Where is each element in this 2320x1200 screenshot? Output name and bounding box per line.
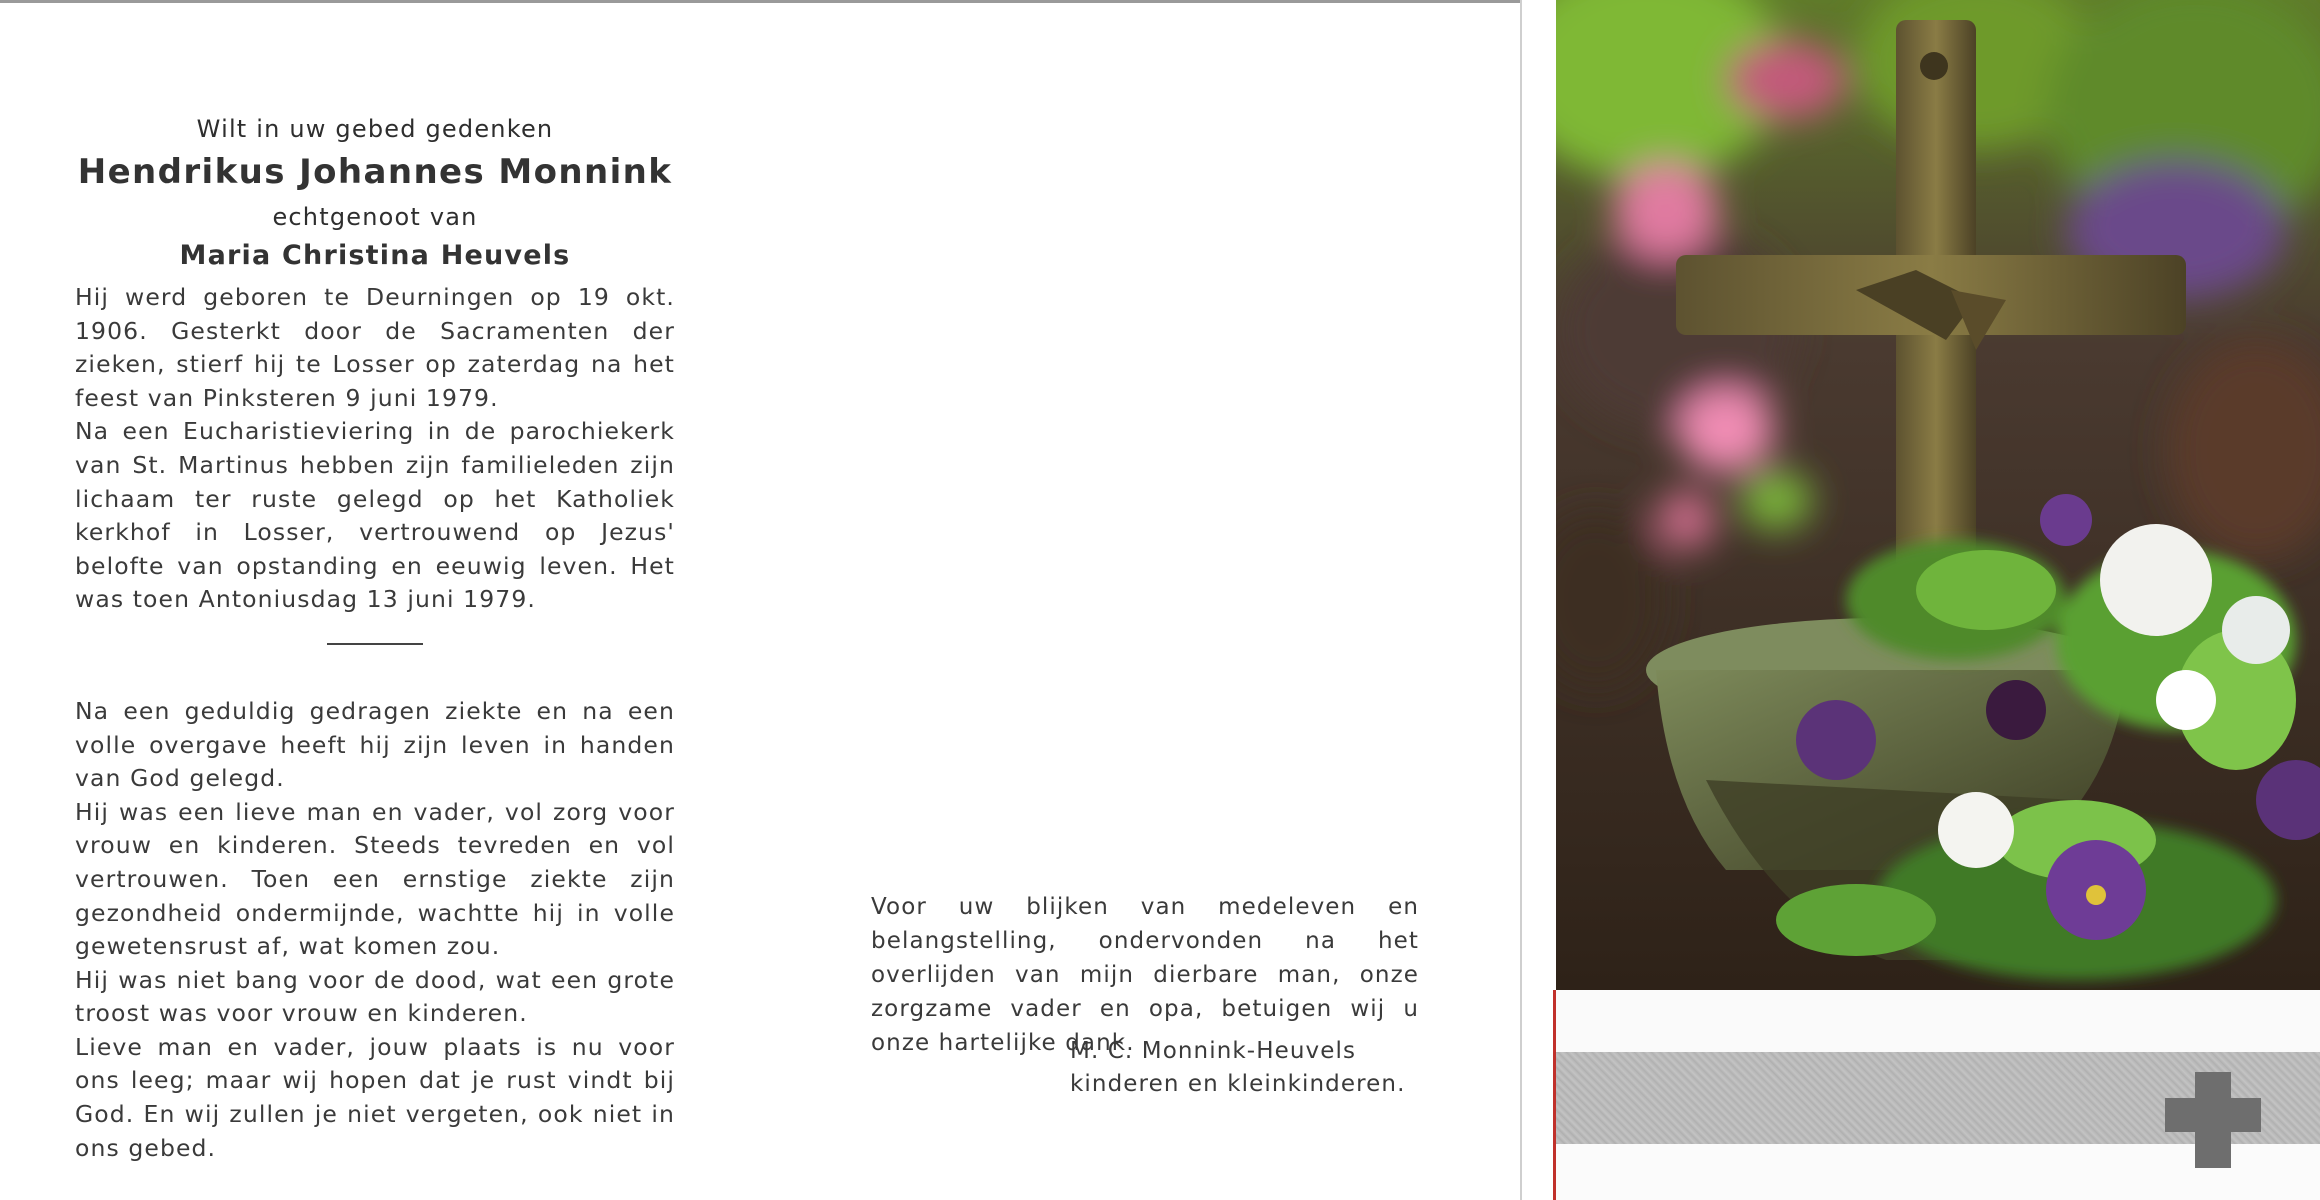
biography-paragraph: Na een Eucharistieviering in de parochiekerk van St. Martinus hebben zijn familieleden zijn lichaam ter ruste gelegd op het Katholiek kerkhof in Losser, vertrouwend op Jezus' belofte van opstanding en eeuwig leven. Het was toen Antoniusdag 13 juni 1979.: [75, 417, 675, 614]
signature-name: M. C. Monnink-Heuvels: [1070, 1038, 1357, 1064]
signature: [1070, 1035, 1406, 1101]
memorial-text-panel: [75, 110, 675, 1165]
deceased-name: Hendrikus Johannes Monnink: [77, 152, 673, 192]
biography: [75, 281, 675, 617]
intro-line: Wilt in uw gebed gedenken: [196, 115, 554, 143]
reflection-paragraph: Lieve man en vader, jouw plaats is nu voor ons leeg; maar wij hopen dat je rust vindt bij God. En wij zullen je niet vergeten, ook niet in ons gebed.: [75, 1032, 675, 1162]
card-top-edge: [0, 0, 1525, 3]
reflection: [75, 695, 675, 1165]
relation-line: echtgenoot van: [272, 203, 478, 231]
reflection-paragraph: Hij was niet bang voor de dood, wat een grote troost was voor vrouw en kinderen.: [75, 965, 675, 1028]
biography-paragraph: Hij werd geboren te Deurningen op 19 okt. 1906. Gesterkt door de Sacramenten der zieken, stierf hij te Losser op zaterdag na het feest van Pinksteren 9 juni 1979.: [75, 283, 675, 412]
spouse-name: Maria Christina Heuvels: [179, 240, 571, 271]
card-gap: [1522, 0, 1554, 1200]
thanks-text: Voor uw blijken van medeleven en belangstelling, ondervonden na het overlijden van mijn dierbare man, onze zorgzame vader en opa, betuigen wij u onze hartelijke dank.: [871, 894, 1419, 1056]
photo-bottom-band: [1556, 990, 2320, 1052]
cross-photo: [1556, 0, 2320, 990]
reflection-paragraph: Na een geduldig gedragen ziekte en na een volle overgave heeft hij zijn leven in handen van God gelegd.: [75, 696, 675, 793]
reflection-paragraph: Hij was een lieve man en vader, vol zorg voor vrouw en kinderen. Steeds tevreden en vol vertrouwen. Toen een ernstige ziekte zijn gezondheid ondermijnde, wachtte hij in volle gewetensrust af, wat komen zou.: [75, 797, 675, 961]
signature-family: kinderen en kleinkinderen.: [1070, 1071, 1406, 1097]
divider-line: [327, 643, 423, 645]
cross-icon: [2165, 1072, 2261, 1168]
